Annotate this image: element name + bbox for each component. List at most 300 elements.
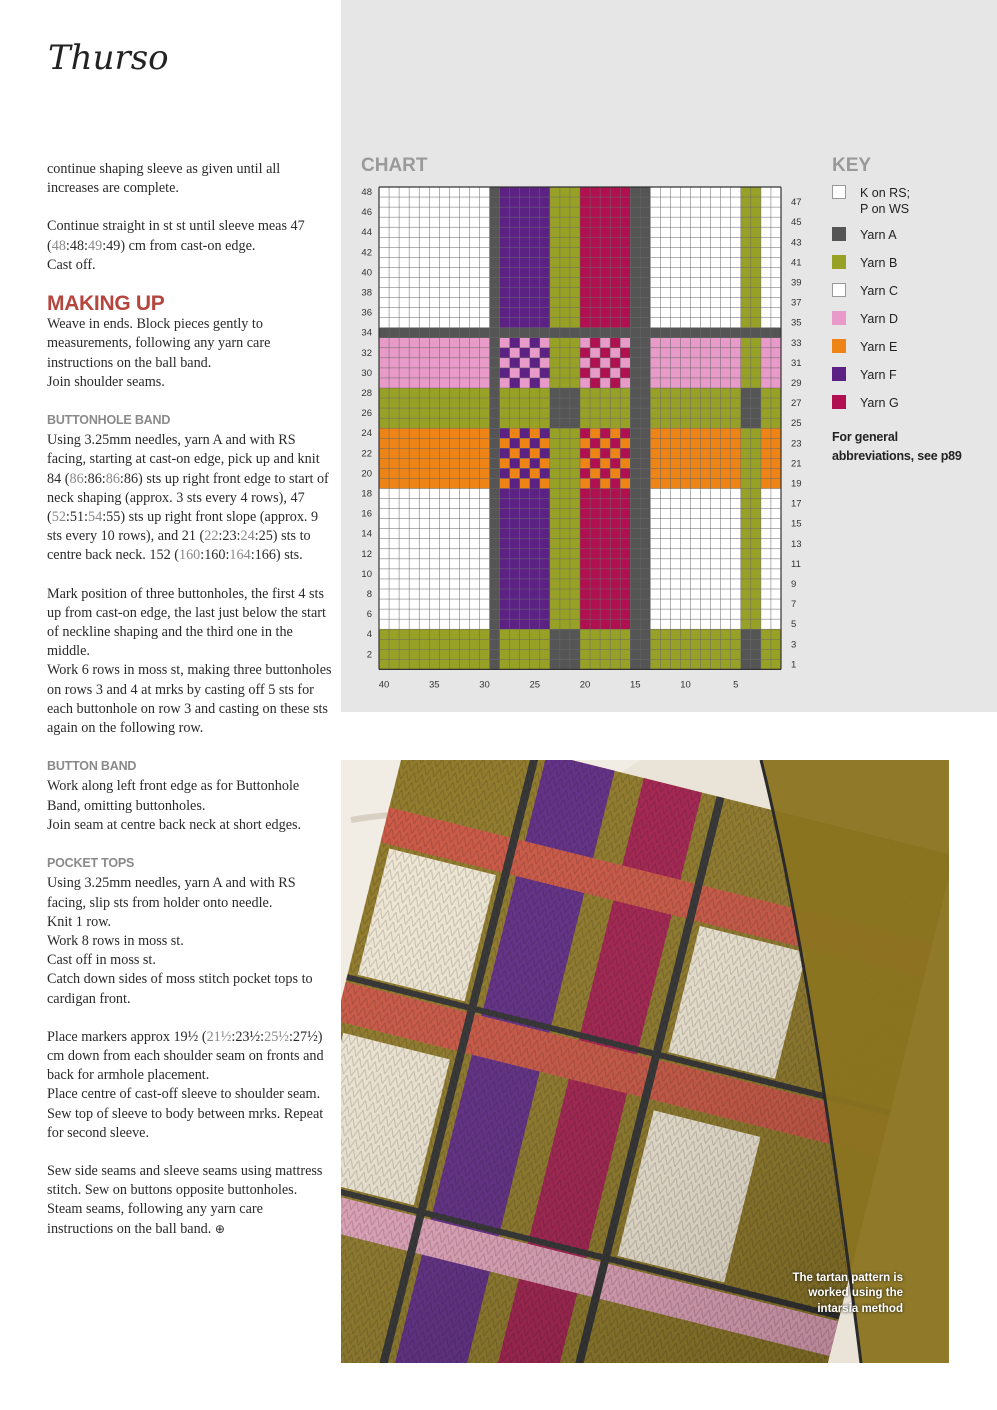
chart-cell xyxy=(650,499,660,509)
chart-cell xyxy=(469,418,479,428)
chart-cell xyxy=(419,298,429,308)
chart-cell xyxy=(660,519,670,529)
chart-cell xyxy=(389,348,399,358)
chart-cell xyxy=(650,569,660,579)
chart-cell xyxy=(530,418,540,428)
chart-cell xyxy=(389,448,399,458)
chart-cell xyxy=(480,237,490,247)
chart-cell xyxy=(570,247,580,257)
chart-cell xyxy=(490,328,500,338)
chart-cell xyxy=(379,489,389,499)
chart-cell xyxy=(600,569,610,579)
chart-cell xyxy=(409,458,419,468)
chart-cell xyxy=(701,428,711,438)
chart-cell xyxy=(600,519,610,529)
chart-cell xyxy=(520,308,530,318)
chart-cell xyxy=(439,408,449,418)
chart-cell xyxy=(429,569,439,579)
chart-cell xyxy=(751,207,761,217)
chart-cell xyxy=(761,519,771,529)
chart-cell xyxy=(469,509,479,519)
chart-cell xyxy=(429,559,439,569)
chart-cell xyxy=(560,539,570,549)
chart-cell xyxy=(731,408,741,418)
chart-cell xyxy=(640,328,650,338)
chart-cell xyxy=(540,609,550,619)
chart-cell xyxy=(459,609,469,619)
chart-cell xyxy=(741,267,751,277)
chart-cell xyxy=(459,438,469,448)
chart-cell xyxy=(550,257,560,267)
chart-cell xyxy=(580,247,590,257)
chart-cell xyxy=(771,609,781,619)
chart-cell xyxy=(500,569,510,579)
chart-cell xyxy=(711,438,721,448)
chart-cell xyxy=(580,298,590,308)
chart-cell xyxy=(670,589,680,599)
chart-cell xyxy=(560,388,570,398)
chart-cell xyxy=(751,539,761,549)
chart-cell xyxy=(711,478,721,488)
chart-cell xyxy=(701,619,711,629)
chart-cell xyxy=(701,217,711,227)
chart-cell xyxy=(691,589,701,599)
chart-cell xyxy=(761,428,771,438)
chart-cell xyxy=(520,539,530,549)
chart-cell xyxy=(480,398,490,408)
chart-cell xyxy=(550,398,560,408)
chart-cell xyxy=(590,468,600,478)
chart-cell xyxy=(691,348,701,358)
chart-cell xyxy=(660,348,670,358)
chart-cell xyxy=(701,639,711,649)
page-title: Thurso xyxy=(48,38,169,78)
chart-cell xyxy=(640,639,650,649)
chart-cell xyxy=(761,298,771,308)
chart-cell xyxy=(620,368,630,378)
chart-cell xyxy=(691,328,701,338)
chart-cell xyxy=(520,639,530,649)
chart-cell xyxy=(630,468,640,478)
chart-cell xyxy=(399,599,409,609)
chart-cell xyxy=(670,619,680,629)
chart-cell xyxy=(510,368,520,378)
chart-cell xyxy=(560,217,570,227)
chart-cell xyxy=(429,197,439,207)
pocket-tops-text-5: Catch down sides of moss stitch pocket tops to cardigan front. xyxy=(47,971,313,1007)
chart-cell xyxy=(510,418,520,428)
chart-cell xyxy=(490,579,500,589)
chart-cell xyxy=(550,267,560,277)
chart-cell xyxy=(419,609,429,619)
chart-cell xyxy=(610,368,620,378)
chart-cell xyxy=(480,509,490,519)
chart-cell xyxy=(620,599,630,609)
chart-cell xyxy=(691,217,701,227)
chart-cell xyxy=(741,358,751,368)
chart-cell xyxy=(620,398,630,408)
chart-cell xyxy=(530,649,540,659)
chart-cell xyxy=(570,599,580,609)
chart-cell xyxy=(459,619,469,629)
chart-cell xyxy=(490,227,500,237)
chart-cell xyxy=(670,569,680,579)
chart-cell xyxy=(530,288,540,298)
chart-cell xyxy=(721,267,731,277)
chart-cell xyxy=(399,227,409,237)
chart-cell xyxy=(610,569,620,579)
chart-cell xyxy=(510,529,520,539)
chart-cell xyxy=(570,298,580,308)
chart-cell xyxy=(500,288,510,298)
chart-cell xyxy=(731,267,741,277)
chart-cell xyxy=(761,378,771,388)
chart-cell xyxy=(681,539,691,549)
chart-cell xyxy=(520,649,530,659)
chart-cell xyxy=(701,308,711,318)
chart-cell xyxy=(741,318,751,328)
chart-cell xyxy=(399,207,409,217)
chart-cell xyxy=(590,187,600,197)
chart-cell xyxy=(500,529,510,539)
chart-cell xyxy=(469,348,479,358)
chart-cell xyxy=(510,237,520,247)
chart-cell xyxy=(670,509,680,519)
chart-cell xyxy=(480,288,490,298)
chart-cell xyxy=(610,227,620,237)
chart-cell xyxy=(701,448,711,458)
chart-cell xyxy=(550,207,560,217)
chart-cell xyxy=(409,529,419,539)
chart-cell xyxy=(399,428,409,438)
chart-cell xyxy=(550,277,560,287)
chart-cell xyxy=(510,187,520,197)
chart-cell xyxy=(650,519,660,529)
chart-cell xyxy=(751,478,761,488)
chart-cell xyxy=(490,338,500,348)
chart-cell xyxy=(540,288,550,298)
chart-cell xyxy=(389,579,399,589)
chart-cell xyxy=(550,589,560,599)
chart-cell xyxy=(399,358,409,368)
key-item-yarn-b: Yarn B xyxy=(832,254,982,282)
chart-cell xyxy=(500,639,510,649)
chart-cell xyxy=(500,358,510,368)
chart-cell xyxy=(449,247,459,257)
chart-cell xyxy=(670,559,680,569)
chart-cell xyxy=(409,559,419,569)
chart-cell xyxy=(480,338,490,348)
chart-cell xyxy=(650,388,660,398)
chart-cell xyxy=(701,478,711,488)
chart-cell xyxy=(500,478,510,488)
chart-cell xyxy=(520,388,530,398)
chart-cell xyxy=(761,509,771,519)
chart-cell xyxy=(560,509,570,519)
row-label-left: 22 xyxy=(361,448,372,460)
chart-cell xyxy=(409,519,419,529)
chart-cell xyxy=(510,559,520,569)
chart-cell xyxy=(459,559,469,569)
chart-cell xyxy=(711,639,721,649)
chart-cell xyxy=(540,277,550,287)
chart-cell xyxy=(771,217,781,227)
row-label-right: 7 xyxy=(791,599,797,611)
chart-cell xyxy=(490,659,500,669)
chart-cell xyxy=(761,388,771,398)
chart-cell xyxy=(711,539,721,549)
chart-cell xyxy=(610,187,620,197)
chart-cell xyxy=(580,599,590,609)
chart-cell xyxy=(660,358,670,368)
chart-cell xyxy=(580,308,590,318)
chart-cell xyxy=(640,358,650,368)
row-label-left: 42 xyxy=(361,247,372,259)
chart-cell xyxy=(600,649,610,659)
chart-cell xyxy=(681,197,691,207)
chart-cell xyxy=(419,418,429,428)
chart-cell xyxy=(660,659,670,669)
chart-cell xyxy=(469,277,479,287)
photo-caption: The tartan pattern is worked using the intarsia method xyxy=(792,1271,903,1315)
chart-cell xyxy=(439,589,449,599)
chart-cell xyxy=(670,388,680,398)
chart-cell xyxy=(691,288,701,298)
chart-cell xyxy=(620,227,630,237)
chart-cell xyxy=(409,499,419,509)
chart-cell xyxy=(711,197,721,207)
chart-cell xyxy=(640,398,650,408)
chart-cell xyxy=(711,468,721,478)
chart-cell xyxy=(701,288,711,298)
chart-cell xyxy=(500,257,510,267)
chart-cell xyxy=(480,358,490,368)
chart-cell xyxy=(520,247,530,257)
chart-cell xyxy=(449,489,459,499)
chart-cell xyxy=(681,619,691,629)
chart-cell xyxy=(480,308,490,318)
chart-cell xyxy=(449,257,459,267)
chart-cell xyxy=(550,649,560,659)
chart-cell xyxy=(701,468,711,478)
chart-cell xyxy=(771,569,781,579)
chart-cell xyxy=(530,589,540,599)
chart-cell xyxy=(640,408,650,418)
chart-cell xyxy=(721,579,731,589)
chart-cell xyxy=(670,529,680,539)
pocket-tops-heading: POCKET TOPS xyxy=(47,856,135,871)
chart-cell xyxy=(761,267,771,277)
chart-cell xyxy=(530,408,540,418)
chart-cell xyxy=(399,448,409,458)
chart-cell xyxy=(701,529,711,539)
chart-cell xyxy=(691,549,701,559)
chart-cell xyxy=(379,267,389,277)
chart-cell xyxy=(429,378,439,388)
row-label-right: 47 xyxy=(791,197,802,209)
chart-cell xyxy=(409,438,419,448)
chart-cell xyxy=(590,237,600,247)
chart-cell xyxy=(500,609,510,619)
chart-cell xyxy=(731,277,741,287)
chart-cell xyxy=(449,267,459,277)
chart-cell xyxy=(600,619,610,629)
chart-cell xyxy=(429,468,439,478)
chart-cell xyxy=(439,509,449,519)
chart-cell xyxy=(630,639,640,649)
chart-cell xyxy=(610,288,620,298)
chart-cell xyxy=(590,418,600,428)
chart-cell xyxy=(570,388,580,398)
chart-cell xyxy=(439,197,449,207)
chart-cell xyxy=(741,197,751,207)
chart-cell xyxy=(439,468,449,478)
chart-cell xyxy=(701,649,711,659)
chart-cell xyxy=(580,378,590,388)
chart-cell xyxy=(620,649,630,659)
chart-cell xyxy=(540,448,550,458)
chart-cell xyxy=(550,438,560,448)
chart-cell xyxy=(399,338,409,348)
chart-cell xyxy=(590,629,600,639)
chart-cell xyxy=(630,217,640,227)
chart-cell xyxy=(510,428,520,438)
end-mark-icon: ⊕ xyxy=(214,1221,225,1236)
chart-cell xyxy=(650,549,660,559)
chart-cell xyxy=(670,378,680,388)
chart-cell xyxy=(510,519,520,529)
chart-cell xyxy=(459,448,469,458)
chart-cell xyxy=(550,549,560,559)
chart-cell xyxy=(741,539,751,549)
chart-cell xyxy=(490,247,500,257)
chart-cell xyxy=(650,227,660,237)
chart-cell xyxy=(469,187,479,197)
chart-cell xyxy=(600,308,610,318)
button-band-heading: BUTTON BAND xyxy=(47,759,137,774)
chart-cell xyxy=(670,318,680,328)
chart-cell xyxy=(620,468,630,478)
chart-cell xyxy=(670,288,680,298)
chart-cell xyxy=(640,579,650,589)
chart-cell xyxy=(731,478,741,488)
chart-cell xyxy=(771,338,781,348)
chart-cell xyxy=(691,197,701,207)
chart-cell xyxy=(429,338,439,348)
chart-cell xyxy=(771,579,781,589)
chart-cell xyxy=(630,348,640,358)
chart-cell xyxy=(681,207,691,217)
chart-cell xyxy=(459,478,469,488)
chart-cell xyxy=(751,398,761,408)
chart-cell xyxy=(500,549,510,559)
chart-cell xyxy=(540,328,550,338)
chart-cell xyxy=(630,267,640,277)
chart-cell xyxy=(409,569,419,579)
chart-cell xyxy=(439,227,449,237)
chart-cell xyxy=(560,348,570,358)
chart-cell xyxy=(469,247,479,257)
chart-cell xyxy=(500,197,510,207)
chart-cell xyxy=(691,358,701,368)
chart-cell xyxy=(691,468,701,478)
chart-cell xyxy=(691,267,701,277)
chart-cell xyxy=(681,328,691,338)
chart-cell xyxy=(520,237,530,247)
chart-cell xyxy=(540,368,550,378)
chart-cell xyxy=(570,468,580,478)
chart-cell xyxy=(640,288,650,298)
chart-cell xyxy=(610,559,620,569)
chart-cell xyxy=(429,529,439,539)
chart-cell xyxy=(771,267,781,277)
chart-cell xyxy=(600,639,610,649)
chart-cell xyxy=(640,338,650,348)
chart-cell xyxy=(660,217,670,227)
chart-cell xyxy=(610,328,620,338)
chart-cell xyxy=(721,599,731,609)
chart-cell xyxy=(761,227,771,237)
chart-cell xyxy=(469,649,479,659)
chart-cell xyxy=(480,609,490,619)
chart-cell xyxy=(640,609,650,619)
chart-cell xyxy=(389,408,399,418)
chart-cell xyxy=(751,247,761,257)
chart-cell xyxy=(751,639,761,649)
chart-cell xyxy=(439,308,449,318)
chart-cell xyxy=(419,428,429,438)
chart-cell xyxy=(650,197,660,207)
pocket-tops-text-4: Cast off in moss st. xyxy=(47,952,156,969)
chart-cell xyxy=(670,298,680,308)
chart-cell xyxy=(660,649,670,659)
chart-cell xyxy=(610,247,620,257)
chart-cell xyxy=(520,318,530,328)
chart-cell xyxy=(580,408,590,418)
chart-cell xyxy=(650,187,660,197)
chart-cell xyxy=(570,428,580,438)
chart-cell xyxy=(500,499,510,509)
chart-cell xyxy=(570,549,580,559)
chart-cell xyxy=(459,408,469,418)
chart-cell xyxy=(439,187,449,197)
chart-cell xyxy=(409,277,419,287)
chart-cell xyxy=(640,418,650,428)
chart-cell xyxy=(691,489,701,499)
chart-cell xyxy=(500,649,510,659)
chart-cell xyxy=(721,659,731,669)
chart-cell xyxy=(510,649,520,659)
chart-cell xyxy=(439,318,449,328)
chart-cell xyxy=(490,207,500,217)
chart-cell xyxy=(480,458,490,468)
chart-cell xyxy=(650,539,660,549)
chart-cell xyxy=(540,468,550,478)
chart-cell xyxy=(469,318,479,328)
chart-cell xyxy=(389,368,399,378)
chart-cell xyxy=(731,619,741,629)
chart-cell xyxy=(580,358,590,368)
chart-cell xyxy=(590,509,600,519)
chart-cell xyxy=(449,298,459,308)
chart-cell xyxy=(409,348,419,358)
chart-cell xyxy=(540,308,550,318)
chart-cell xyxy=(409,649,419,659)
chart-cell xyxy=(620,247,630,257)
chart-cell xyxy=(751,418,761,428)
chart-cell xyxy=(731,247,741,257)
column-label: 15 xyxy=(629,679,641,691)
